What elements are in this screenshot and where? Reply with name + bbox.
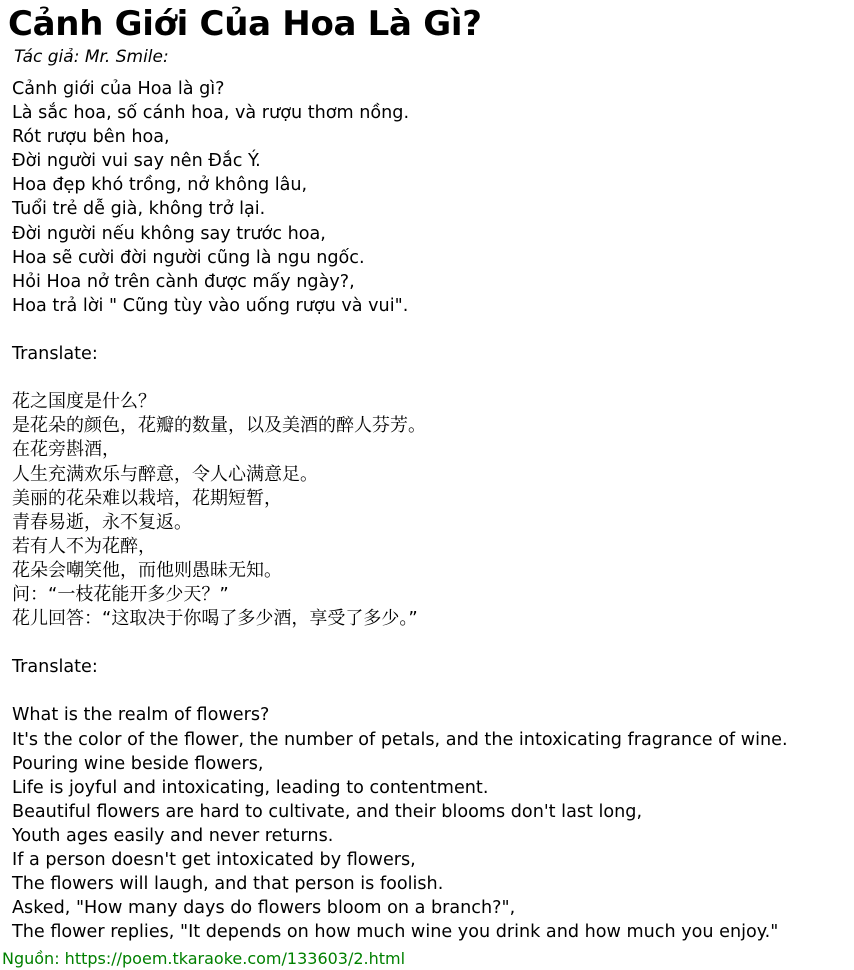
- poem-line: 若有人不为花醉，: [12, 535, 156, 557]
- poem-line: Cảnh giới của Hoa là gì?: [12, 79, 225, 99]
- poem-line: 美丽的花朵难以栽培，花期短暂，: [12, 487, 282, 509]
- poem-line: Asked, "How many days do flowers bloom on a branch?",: [12, 898, 516, 919]
- poem-line: 人生充满欢乐与醉意，令人心满意足。: [12, 463, 318, 485]
- translate-label: Translate:: [12, 344, 98, 365]
- poem-line: The flower replies, "It depends on how much wine you drink and how much you enjoy.": [12, 922, 779, 943]
- poem-line: Hoa đẹp khó trồng, nở không lâu,: [12, 175, 308, 196]
- poem-line: 问：“一枝花能开多少天？”: [12, 583, 229, 605]
- poem-line: If a person doesn't get intoxicated by flowers,: [12, 850, 416, 870]
- poem-line: Hoa trả lời " Cũng tùy vào uống rượu và vui".: [12, 295, 409, 316]
- poem-title: Cảnh Giới Của Hoa Là Gì?: [8, 4, 482, 44]
- poem-line: Pouring wine beside flowers,: [12, 753, 264, 774]
- poem-line: Hoa sẽ cười đời người cũng là ngu ngốc.: [12, 247, 365, 268]
- poem-line: 花之国度是什么？: [12, 391, 156, 413]
- vietnamese-stanza: [12, 77, 850, 318]
- poem-author: Tác giả: Mr. Smile:: [14, 47, 169, 67]
- poem-line: Rót rượu bên hoa,: [12, 127, 170, 148]
- poem-line: Đời người vui say nên Đắc Ý.: [12, 151, 261, 172]
- english-stanza: [12, 703, 850, 944]
- poem-line: It's the color of the flower, the number of petals, and the intoxicating fragrance of wine.: [12, 729, 788, 750]
- translate-label: Translate:: [12, 657, 98, 678]
- poem-line: Beautiful flowers are hard to cultivate, and their blooms don't last long,: [12, 801, 643, 822]
- poem-line: 是花朵的颜色，花瓣的数量，以及美酒的醉人芬芳。: [12, 415, 426, 437]
- source-credit: Nguồn: https://poem.tkaraoke.com/133603/2.html: [2, 949, 406, 968]
- poem-line: Đời người nếu không say trước hoa,: [12, 223, 326, 244]
- poem-line: 花朵会嘲笑他，而他则愚昧无知。: [12, 559, 282, 581]
- poem-line: Life is joyful and intoxicating, leading to contentment.: [12, 777, 489, 798]
- chinese-stanza: [12, 390, 850, 631]
- poem-line: What is the realm of flowers?: [12, 705, 270, 726]
- poem-line: 花儿回答：“这取决于你喝了多少酒，享受了多少。”: [12, 608, 418, 630]
- poem-line: The flowers will laugh, and that person is foolish.: [12, 874, 444, 895]
- poem-line: Youth ages easily and never returns.: [12, 825, 334, 846]
- poem-body: [12, 77, 850, 944]
- poem-line: Hỏi Hoa nở trên cành được mấy ngày?,: [12, 271, 355, 292]
- poem-line: 青春易逝，永不复返。: [12, 511, 192, 533]
- blank-line: [12, 318, 850, 342]
- poem-line: 在花旁斟酒，: [12, 439, 120, 461]
- blank-line: [12, 679, 850, 703]
- poem-line: Tuổi trẻ dễ già, không trở lại.: [12, 199, 266, 220]
- blank-line: [12, 631, 850, 655]
- blank-line: [12, 366, 850, 390]
- poem-line: Là sắc hoa, số cánh hoa, và rượu thơm nồng.: [12, 103, 410, 124]
